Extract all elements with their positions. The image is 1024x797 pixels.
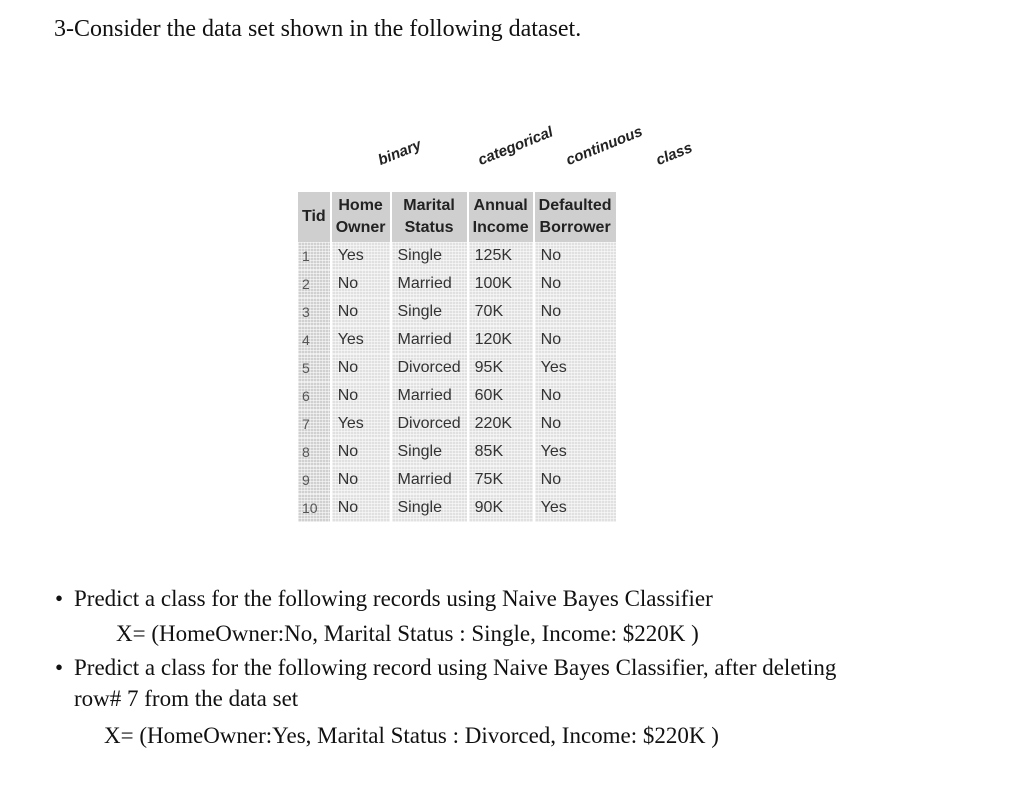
table-row [298, 242, 616, 270]
defaulted-cell: No [534, 242, 616, 270]
header-annual-income [468, 192, 534, 242]
dataset-table [298, 192, 616, 522]
header-text-line: Annual [473, 197, 528, 214]
tid-cell: 2 [298, 270, 331, 298]
home-owner-cell: No [331, 438, 391, 466]
table-row [298, 494, 616, 522]
header-home-owner [331, 192, 391, 242]
annual-income-cell: 125K [468, 242, 534, 270]
attribute-type-label-categorical: categorical [475, 123, 556, 169]
marital-status-cell: Single [391, 494, 468, 522]
home-owner-cell: No [331, 354, 391, 382]
header-marital-status [391, 192, 468, 242]
table-row [298, 298, 616, 326]
defaulted-cell: Yes [534, 494, 616, 522]
home-owner-cell: No [331, 270, 391, 298]
defaulted-cell: No [534, 270, 616, 298]
marital-status-cell: Single [391, 438, 468, 466]
tid-cell: 6 [298, 382, 331, 410]
annual-income-cell: 70K [468, 298, 534, 326]
defaulted-cell: Yes [534, 438, 616, 466]
tid-cell: 9 [298, 466, 331, 494]
header-text-line: Home [338, 197, 383, 214]
defaulted-cell: No [534, 466, 616, 494]
home-owner-cell: Yes [331, 410, 391, 438]
home-owner-cell: Yes [331, 242, 391, 270]
bullet-1-query: X= (HomeOwner:No, Marital Status : Single, Income: $220K ) [116, 621, 699, 646]
tid-cell: 8 [298, 438, 331, 466]
annual-income-cell: 85K [468, 438, 534, 466]
header-tid-text: Tid [302, 208, 326, 225]
home-owner-cell: No [331, 466, 391, 494]
defaulted-cell: Yes [534, 354, 616, 382]
marital-status-cell: Divorced [391, 354, 468, 382]
defaulted-cell: No [534, 298, 616, 326]
marital-status-cell: Married [391, 466, 468, 494]
tid-cell: 7 [298, 410, 331, 438]
header-text-line: Borrower [539, 219, 611, 236]
marital-status-cell: Divorced [391, 410, 468, 438]
header-text-line: Owner [335, 219, 386, 236]
header-text-line: Marital [403, 197, 455, 214]
annual-income-cell: 100K [468, 270, 534, 298]
marital-status-cell: Married [391, 326, 468, 354]
table-row [298, 410, 616, 438]
annual-income-cell: 120K [468, 326, 534, 354]
header-defaulted-borrower [534, 192, 616, 242]
annual-income-cell: 220K [468, 410, 534, 438]
marital-status-cell: Married [391, 270, 468, 298]
attribute-type-label-continuous: continuous [563, 122, 645, 169]
tid-cell: 4 [298, 326, 331, 354]
bullet-marker: • [55, 655, 64, 680]
table-row [298, 354, 616, 382]
home-owner-cell: No [331, 382, 391, 410]
marital-status-cell: Married [391, 382, 468, 410]
table-header-row [298, 192, 616, 242]
bullet-1-text: Predict a class for the following records using Naive Bayes Classifier [74, 586, 713, 611]
attribute-type-label-binary: binary [375, 136, 424, 169]
annual-income-cell: 90K [468, 494, 534, 522]
dataset-figure [298, 100, 722, 540]
bullet-marker: • [55, 586, 64, 611]
home-owner-cell: Yes [331, 326, 391, 354]
annual-income-cell: 75K [468, 466, 534, 494]
bullet-2-text-continued: row# 7 from the data set [74, 686, 299, 711]
header-text-line: Income [472, 219, 529, 236]
annual-income-cell: 60K [468, 382, 534, 410]
home-owner-cell: No [331, 298, 391, 326]
table-body [298, 242, 616, 522]
marital-status-cell: Single [391, 242, 468, 270]
bullet-2-query: X= (HomeOwner:Yes, Marital Status : Divorced, Income: $220K ) [104, 723, 719, 748]
defaulted-cell: No [534, 382, 616, 410]
table-row [298, 438, 616, 466]
defaulted-cell: No [534, 326, 616, 354]
defaulted-cell: No [534, 410, 616, 438]
tid-cell: 10 [298, 494, 331, 522]
table-row [298, 326, 616, 354]
header-text-line: Status [404, 219, 454, 236]
header-text-line: Defaulted [538, 197, 612, 214]
home-owner-cell: No [331, 494, 391, 522]
marital-status-cell: Single [391, 298, 468, 326]
bullet-2-text: Predict a class for the following record using Naive Bayes Classifier, after deleting [74, 655, 837, 680]
tid-cell: 1 [298, 242, 331, 270]
table-row [298, 382, 616, 410]
question-heading: 3-Consider the data set shown in the following dataset. [54, 16, 582, 42]
annual-income-cell: 95K [468, 354, 534, 382]
tid-cell: 5 [298, 354, 331, 382]
table-row [298, 466, 616, 494]
header-tid [298, 192, 331, 242]
attribute-type-label-class: class [653, 139, 695, 169]
tid-cell: 3 [298, 298, 331, 326]
table-row [298, 270, 616, 298]
